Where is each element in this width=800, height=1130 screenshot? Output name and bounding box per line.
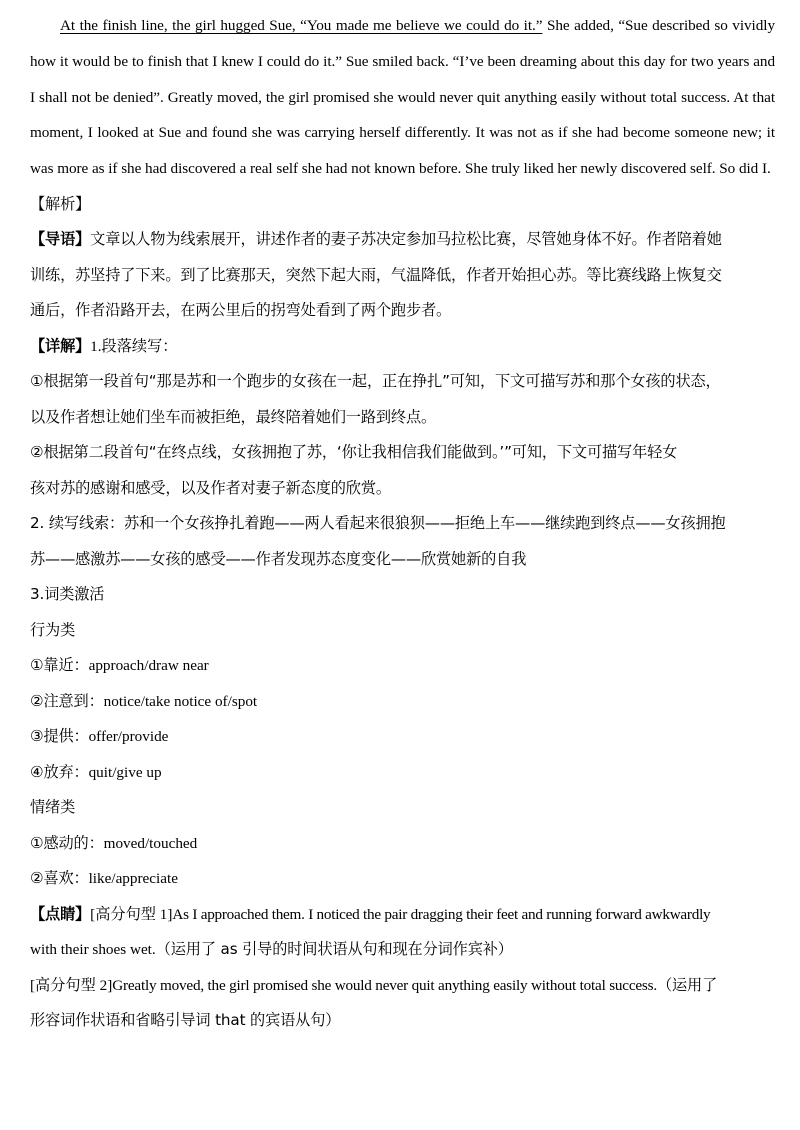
text-line — [30, 222, 775, 258]
passage-paragraph — [30, 8, 775, 187]
vocab-item: ②喜欢：like/appreciate — [30, 869, 178, 888]
guide-line: 训练，苏坚持了下来。到了比赛那天，突然下起大雨，气温降低，作者开始担心苏。等比赛线路上恢复交 — [30, 265, 722, 284]
text-line — [30, 968, 775, 1004]
vocab-item: ①靠近：approach/draw near — [30, 656, 209, 675]
vocab-category: 情绪类 — [30, 798, 76, 817]
document-page — [30, 8, 775, 1039]
detail-title: 1.段落续写： — [90, 337, 178, 355]
text-line — [30, 329, 775, 365]
model-sentence: As I approached them. I noticed the pair dragging their feet and running forward awkwardly — [172, 905, 711, 923]
detail-point-line: 以及作者想让她们坐车而被拒绝，最终陪着她们一路到终点。 — [30, 407, 437, 426]
vocab-item: ③提供：offer/provide — [30, 727, 169, 746]
detail-point-line: 孩对苏的感谢和感受，以及作者对妻子新态度的欣赏。 — [30, 478, 391, 497]
vocab-section — [30, 577, 775, 897]
clue-line: 苏——感激苏——女孩的感受——作者发现苏态度变化——欣赏她新的自我 — [30, 549, 527, 568]
guide-section — [30, 222, 775, 329]
detail-section — [30, 329, 775, 507]
vocab-item: ②注意到：notice/take notice of/spot — [30, 691, 258, 710]
text-line — [30, 897, 775, 933]
sentence-tag: [高分句型 1] — [90, 905, 173, 923]
sentence-note: 形容词作状语和省略引导词 that 的宾语从句） — [30, 1011, 341, 1030]
detail-point-line: ②根据第二段首句“在终点线，女孩拥抱了苏，‘你让我相信我们能做到。’”可知，下文可描写年轻女 — [30, 443, 678, 462]
model-sentence: Greatly moved, the girl promised she would never quit anything easily without total success. — [112, 976, 657, 994]
vocab-category: 行为类 — [30, 620, 76, 639]
highlight-label: 【点睛】 — [30, 904, 91, 923]
guide-line: 文章以人物为线索展开，讲述作者的妻子苏决定参加马拉松比赛，尽管她身体不好。作者陪着她 — [90, 230, 722, 249]
guide-line: 通后，作者沿路开去，在两公里后的拐弯处看到了两个跑步者。 — [30, 301, 452, 320]
sentence-note: （运用了 — [656, 975, 718, 994]
highlight-section — [30, 897, 775, 1039]
sentence-tag: [高分句型 2] — [30, 976, 113, 994]
passage-rest: She added, “Sue described so vividly how it would be to finish that I knew I could do it.” Sue smiled back. “I’ve been dreaming about this day for two years and I shall not be denied”. Greatly moved, the girl promised she would never quit anything easily without total success. At that moment, I looked at Sue and found she was carrying herself differently. It was not as if she had become someone new; it was more as if she had discovered a real self she had not known before. She truly liked her newly discovered self. So did I. — [30, 17, 775, 178]
vocab-item: ④放弃：quit/give up — [30, 762, 162, 781]
model-sentence: with their shoes wet. — [30, 941, 156, 959]
sentence-note: （运用了 as 引导的时间状语从句和现在分词作宾补） — [155, 940, 513, 959]
vocab-item: ①感动的：moved/touched — [30, 833, 198, 852]
clue-section — [30, 506, 775, 577]
text-line — [30, 932, 775, 968]
guide-label: 【导语】 — [30, 230, 91, 249]
analysis-heading: 【解析】 — [30, 194, 91, 213]
detail-label: 【详解】 — [30, 336, 91, 355]
clue-line: 2. 续写线索：苏和一个女孩挣扎着跑——两人看起来很狼狈——拒绝上车——继续跑到终点——女孩拥抱 — [30, 514, 726, 533]
detail-point-line: ①根据第一段首句“那是苏和一个跑步的女孩在一起，正在挣扎”可知，下文可描写苏和那个女孩的状态， — [30, 372, 721, 391]
vocab-title: 3.词类激活 — [30, 585, 105, 604]
underlined-sentence: At the finish line, the girl hugged Sue, “You made me believe we could do it.” — [60, 17, 543, 34]
